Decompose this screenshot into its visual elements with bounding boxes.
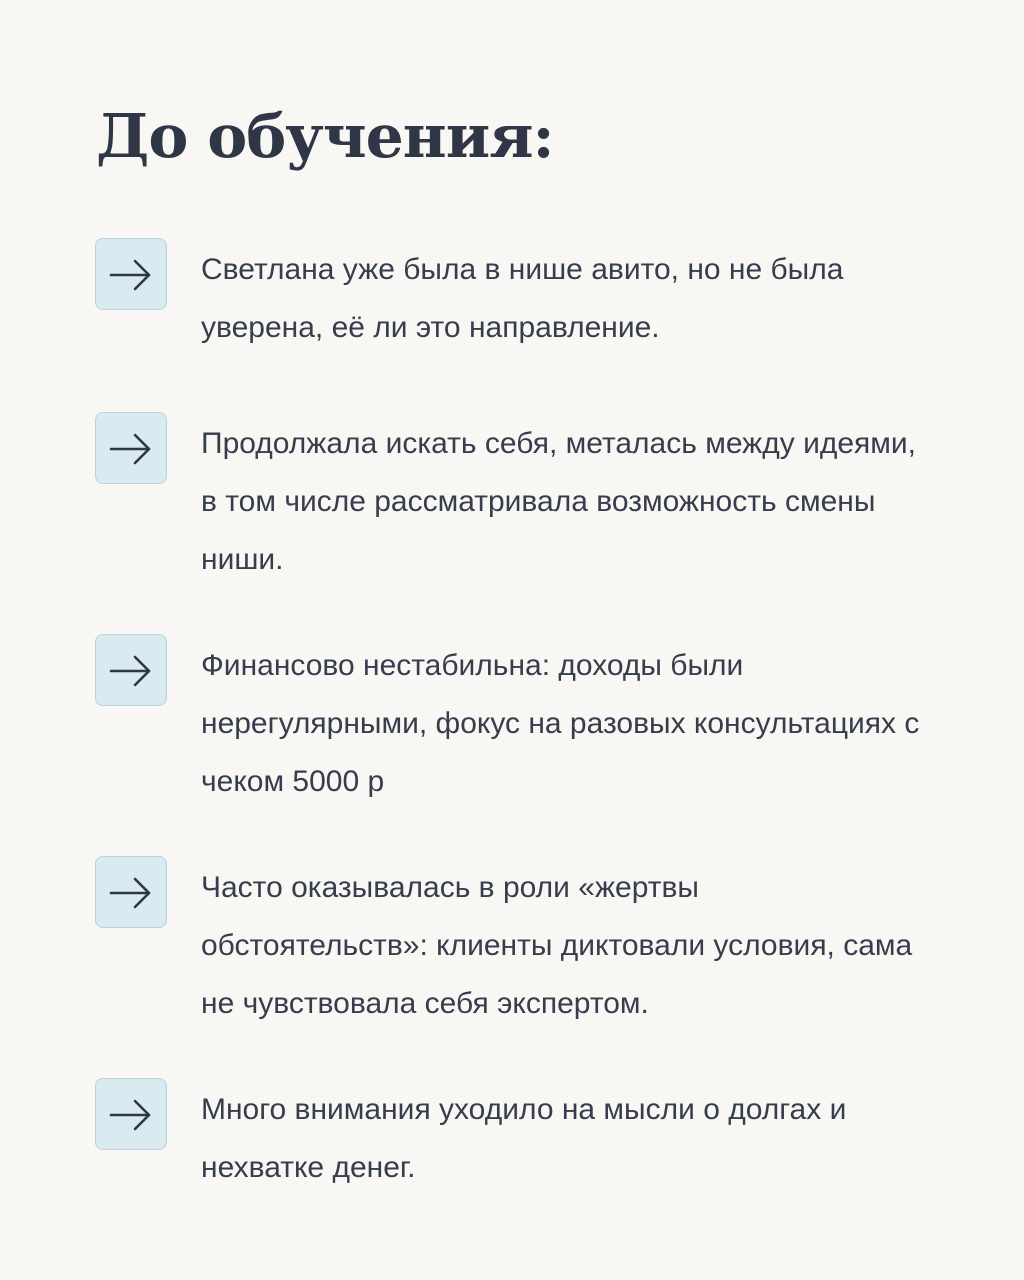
arrow-right-icon — [95, 412, 167, 484]
arrow-right-icon — [95, 856, 167, 928]
page-title: До обучения: — [96, 102, 554, 172]
list-item-text: Продолжала искать себя, металась между идеями, в том числе рассматривала возможность смены ниши. — [201, 427, 916, 576]
list-item-text: Финансово нестабильна: доходы были нерегулярными, фокус на разовых консультациях с чеком 5000 р — [201, 649, 920, 798]
arrow-right-icon — [95, 1078, 167, 1150]
list-item-text: Светлана уже была в нише авито, но не была уверена, её ли это направление. — [201, 253, 844, 344]
list-item-text: Часто оказывалась в роли «жертвы обстоятельств»: клиенты диктовали условия, сама не чувствовала себя экспертом. — [201, 871, 913, 1020]
arrow-right-icon — [95, 634, 167, 706]
arrow-right-icon — [95, 238, 167, 310]
list-item-text: Много внимания уходило на мысли о долгах и нехватке денег. — [201, 1093, 847, 1184]
